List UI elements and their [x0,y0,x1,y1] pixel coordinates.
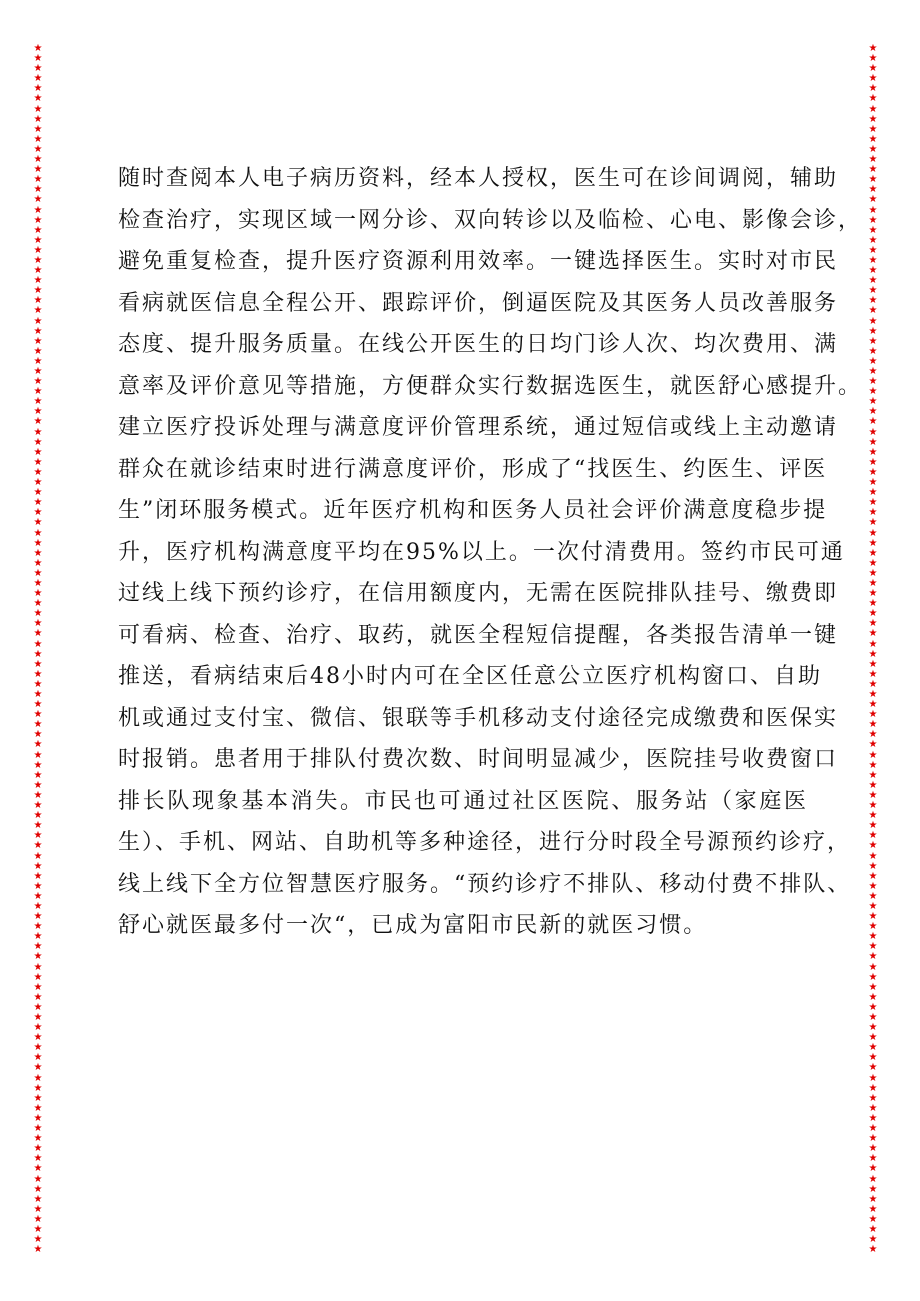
text-line: 看病就医信息全程公开、跟踪评价，倒逼医院及其医务人员改善服务 [118,290,839,316]
text-line: 线上线下全方位智慧医疗服务。“预约诊疗不排队、移动付费不排队、 [118,871,852,897]
text-line: 生）、手机、网站、自助机等多种途径，进行分时段全号源预约诊疗， [118,830,852,855]
text-line: 时报销。患者用于排队付费次数、时间明显减少，医院挂号收费窗口 [118,747,839,772]
text-line: 群众在就诊结束时进行满意度评价，形成了“找医生、约医生、评医 [118,456,828,482]
body-paragraph [118,158,863,947]
text-line: 建立医疗投诉处理与满意度评价管理系统，通过短信或线上主动邀请 [118,415,839,440]
text-line: 机或通过支付宝、微信、银联等手机移动支付途径完成缴费和医保实 [118,705,839,731]
text-line: 避免重复检查，提升医疗资源利用效率。一键选择医生。实时对市民 [118,249,839,274]
text-line: 态度、提升服务质量。在线公开医生的日均门诊人次、均次费用、满 [118,332,839,357]
left-star-border: ★ ★ ★ ★ ★ ★ ★ ★ ★ ★ ★ ★ ★ ★ ★ ★ ★ ★ ★ ★ ★ ★ ★ ★ ★ ★ ★ ★ ★ ★ ★ ★ ★ ★ ★ ★ ★ ★ ★ ★ ★ ★ ★ ★ ★ ★ ★ ★ ★ ★ ★ ★ ★ ★ ★ ★ ★ ★ ★ ★ ★ ★ ★ ★ ★ ★ ★ ★ ★ ★ ★ ★ ★ ★ ★ ★ ★ ★ ★ ★ ★ ★ ★ ★ ★ ★ ★ ★ ★ ★ ★ ★ ★ ★ ★ ★ ★ ★ ★ ★ ★ ★ ★ ★ ★ ★ ★ ★ ★ ★ ★ ★ ★ ★ ★ ★ ★ ★ ★ ★ [33,44,43,1256]
text-line: 生”闭环服务模式。近年医疗机构和医务人员社会评价满意度稳步提 [118,498,828,523]
text-line: 随时查阅本人电子病历资料，经本人授权，医生可在诊间调阅，辅助 [118,166,839,191]
text-line: 意率及评价意见等措施，方便群众实行数据选医生，就医舒心感提升。 [118,373,863,399]
text-line: 可看病、检查、治疗、取药，就医全程短信提醒，各类报告清单一键 [118,622,839,648]
text-line: 舒心就医最多付一次“，已成为富阳市民新的就医习惯。 [118,913,708,938]
right-star-border: ★ ★ ★ ★ ★ ★ ★ ★ ★ ★ ★ ★ ★ ★ ★ ★ ★ ★ ★ ★ ★ ★ ★ ★ ★ ★ ★ ★ ★ ★ ★ ★ ★ ★ ★ ★ ★ ★ ★ ★ ★ ★ ★ ★ ★ ★ ★ ★ ★ ★ ★ ★ ★ ★ ★ ★ ★ ★ ★ ★ ★ ★ ★ ★ ★ ★ ★ ★ ★ ★ ★ ★ ★ ★ ★ ★ ★ ★ ★ ★ ★ ★ ★ ★ ★ ★ ★ ★ ★ ★ ★ ★ ★ ★ ★ ★ ★ ★ ★ ★ ★ ★ ★ ★ ★ ★ ★ ★ ★ ★ ★ ★ ★ ★ ★ ★ ★ ★ ★ ★ [868,44,878,1256]
text-line: 升，医疗机构满意度平均在95%以上。一次付清费用。签约市民可通 [118,539,845,565]
text-line: 检查治疗，实现区域一网分诊、双向转诊以及临检、心电、影像会诊， [118,207,863,233]
text-line: 排长队现象基本消失。市民也可通过社区医院、服务站（家庭医 [118,788,808,814]
text-line: 推送，看病结束后48小时内可在全区任意公立医疗机构窗口、自助 [118,664,822,689]
text-line: 过线上线下预约诊疗，在信用额度内，无需在医院排队挂号、缴费即 [118,581,839,606]
